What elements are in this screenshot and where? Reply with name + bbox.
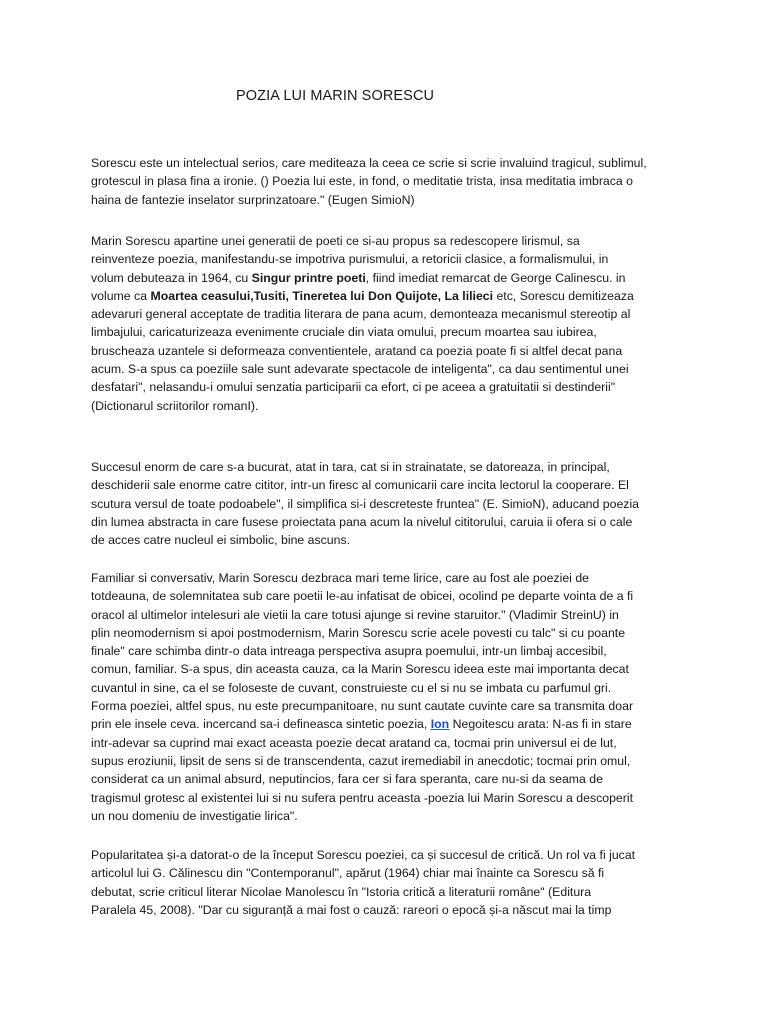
text-line: oracol al ultimelor intelesuri ale vietii la care totusi ajunge si revine staruitor." (Vladimir StreinU) in bbox=[91, 607, 619, 622]
text-line: Familiar si conversativ, Marin Sorescu dezbraca mari teme lirice, care au fost ale poeziei de bbox=[91, 571, 589, 585]
paragraph-familiar bbox=[91, 569, 693, 825]
text-line: adevaruri general acceptate de traditia literara de pana acum, demonteaza mecanismul stereotip al bbox=[91, 307, 631, 322]
book-titles-list: Moartea ceasului,Tusiti, Tineretea lui Don Quijote, La lilieci bbox=[150, 288, 494, 303]
text-line bbox=[91, 269, 693, 287]
text-segment: volum debuteaza in 1964, cu bbox=[91, 270, 252, 285]
text-line: reinventeze poezia, manifestandu-se impotriva purismului, a retoricii clasice, a formalismului, in bbox=[91, 252, 609, 267]
text-line: Popularitatea și-a datorat-o de la început Sorescu poeziei, ca și succesul de critică. Un rol va fi jucat bbox=[91, 848, 636, 862]
text-line: tragismul grotesc al existentei lui si nu sufera pentru aceasta -poezia lui Marin Sorescu a descoperit bbox=[91, 790, 634, 805]
text-line: acum. S-a spus ca poeziile sale sunt adevarate spectacole de inteligenta", ca dau sentimentul unei bbox=[91, 362, 629, 377]
ion-link[interactable]: Ion bbox=[430, 717, 450, 732]
paragraph-success bbox=[91, 458, 693, 549]
text-line: comun, familiar. S-a spus, din aceasta cauza, ca la Marin Sorescu ideea este mai importanta decat bbox=[91, 662, 629, 677]
text-line: Sorescu este un intelectual serios, care mediteaza la ceea ce scrie si scrie invaluind tragicul, sublimul, bbox=[91, 156, 647, 170]
text-line: Succesul enorm de care s-a bucurat, atat in tara, cat si in strainatate, se datoreaza, in principal, bbox=[91, 460, 610, 474]
text-line: Marin Sorescu apartine unei generatii de poeti ce si-au propus sa redescopere lirismul, sa bbox=[91, 234, 580, 248]
text-line bbox=[91, 287, 693, 305]
text-line: de acces catre nucleul ei simbolic, bine ascuns. bbox=[91, 533, 351, 548]
text-segment: prin ele insele ceva. incercand sa-i defineasca sintetic poezia, bbox=[91, 717, 431, 732]
text-line: supus eroziunii, lipsit de sens si de transcendenta, cazut iremediabil in anecdotic; tocmai prin omul, bbox=[91, 753, 631, 768]
text-line: scutura versul de toate podoabele", il simplifica si-i descreteste fruntea" (E. SimioN), aducand poezia bbox=[91, 496, 640, 511]
text-line bbox=[91, 715, 693, 733]
text-line: considerat ca un animal absurd, neputincios, fara cer si fara speranta, care nu-si da seama de bbox=[91, 772, 603, 787]
text-line: (Dictionarul scriitorilor romanI). bbox=[91, 398, 259, 413]
text-segment: , fiind imediat remarcat de George Calinescu. in bbox=[365, 270, 626, 285]
text-segment: Negoitescu arata: N-as fi in stare bbox=[449, 717, 632, 732]
text-line: din lumea abstracta in care fusese proiectata pana acum la nivelul cititorului, caruia ii ofera si o cale bbox=[91, 514, 633, 529]
document-title: POZIA LUI MARIN SORESCU bbox=[236, 88, 435, 104]
text-line: cuvantul in sine, ca el se foloseste de cuvant, construieste cu el si nu se imbata cu parfumul gri. bbox=[91, 680, 612, 695]
paragraph-popularity bbox=[91, 846, 693, 919]
text-line: deschiderii sale enorme catre cititor, intr-un firesc al comunicarii care incita lectorul la cooperare. El bbox=[91, 478, 629, 493]
book-title-singur: Singur printre poeti bbox=[251, 270, 366, 285]
text-line: totdeauna, de solemnitatea sub care poetii le-au infatisat de obicei, ocolind pe departe vointa de a fi bbox=[91, 589, 634, 604]
paragraph-generation bbox=[91, 232, 693, 415]
paragraph-simion-quote bbox=[91, 154, 693, 209]
text-line: limbajului, caricaturizeaza evenimente cruciale din viata omului, precum moartea sau iubirea, bbox=[91, 325, 597, 340]
text-line: Paralela 45, 2008). "Dar cu siguranță a mai fost o cauză: rareori o epocă și-a născut mai la timp bbox=[91, 902, 612, 917]
text-line: desfatari", nelasandu-i omului senzatia participarii ca efort, ci pe aceea a gratuitatii si destinderii" bbox=[91, 380, 616, 395]
text-line: intr-adevar sa cuprind mai exact aceasta poezie decat aratand ca, tocmai prin universul ei de lut, bbox=[91, 735, 617, 750]
text-line: articolul lui G. Călinescu din "Contemporanul", apărut (1964) chiar mai înainte ca Sorescu să fi bbox=[91, 866, 605, 881]
text-line: bruscheaza uzantele si deformeaza conventientele, aratand ca poezia poate fi si altfel decat pana bbox=[91, 343, 623, 358]
text-line: haina de fantezie inselator surprinzatoare." (Eugen SimioN) bbox=[91, 192, 415, 207]
text-line: finale" care schimba dintr-o data intreaga perspectiva asupra poemului, intr-un limbaj accesibil, bbox=[91, 644, 607, 659]
text-line: grotescul in plasa fina a ironie. () Poezia lui este, in fond, o meditatie trista, insa meditatia imbraca o bbox=[91, 174, 634, 189]
text-segment: volume ca bbox=[91, 288, 151, 303]
text-line: debutat, scrie criticul literar Nicolae Manolescu în "Istoria critică a literaturii române" (Editura bbox=[91, 884, 592, 899]
text-segment: etc, Sorescu demitizeaza bbox=[493, 288, 634, 303]
text-line: un nou domeniu de investigatie lirica". bbox=[91, 808, 298, 823]
text-line: Forma poeziei, altfel spus, nu este precumpanitoare, nu sunt cautate cuvinte care sa transmita doar bbox=[91, 699, 634, 714]
text-line: plin neomodernism si apoi postmodernism, Marin Sorescu scrie acele povesti cu talc" si cu poante bbox=[91, 625, 626, 640]
